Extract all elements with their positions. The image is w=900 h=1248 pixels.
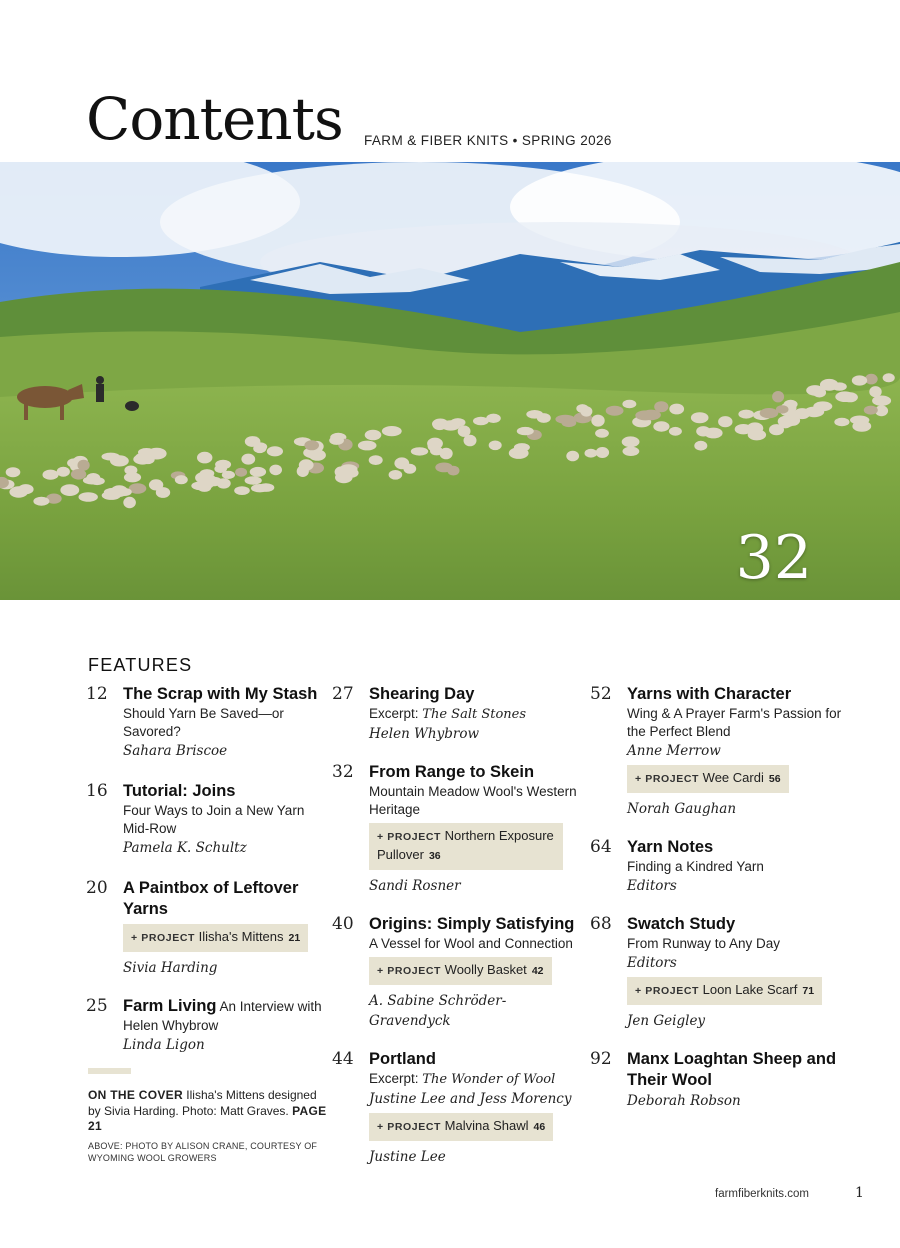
feature-title: Tutorial: Joins bbox=[123, 782, 236, 800]
feature-description: Four Ways to Join a New Yarn Mid-Row bbox=[123, 803, 305, 836]
cover-photo bbox=[0, 162, 900, 600]
features-column-1 bbox=[86, 684, 324, 1055]
cover-label: ON THE COVER bbox=[88, 1088, 183, 1102]
feature-entry[interactable] bbox=[86, 684, 324, 761]
sheep bbox=[566, 451, 579, 462]
feature-author: Sahara Briscoe bbox=[123, 743, 228, 759]
sheep bbox=[297, 465, 309, 477]
sheep bbox=[269, 465, 282, 476]
project-name: Loon Lake Scarf bbox=[702, 982, 798, 997]
project-tag: + PROJECT bbox=[377, 831, 442, 843]
sheep bbox=[403, 464, 416, 474]
sheep bbox=[458, 426, 471, 437]
feature-page-number: 64 bbox=[590, 837, 612, 857]
masthead: FARM & FIBER KNITS • SPRING 2026 bbox=[364, 133, 612, 148]
sheep bbox=[123, 497, 136, 508]
sheep bbox=[622, 400, 636, 408]
feature-entry[interactable] bbox=[332, 762, 582, 896]
sheep bbox=[669, 427, 682, 436]
feature-description: Should Yarn Be Saved—or Savored? bbox=[123, 706, 284, 739]
cover-text: Ilisha's Mittens designed by Sivia Harding. Photo: Matt Graves. bbox=[88, 1088, 317, 1118]
project-tag: + PROJECT bbox=[377, 965, 442, 977]
sheep bbox=[382, 426, 402, 436]
feature-page-number: 52 bbox=[590, 684, 612, 704]
project-tag: + PROJECT bbox=[377, 1121, 442, 1133]
sheep bbox=[813, 401, 832, 411]
sheep bbox=[6, 467, 21, 477]
project-badge[interactable] bbox=[369, 1113, 553, 1141]
sheep bbox=[309, 449, 326, 460]
feature-author: Editors bbox=[627, 878, 677, 894]
sheep bbox=[772, 391, 784, 402]
sheep bbox=[235, 468, 247, 477]
sheep bbox=[79, 492, 98, 502]
feature-entry[interactable] bbox=[332, 684, 582, 744]
sheep bbox=[585, 449, 598, 458]
sheep bbox=[760, 408, 779, 418]
cover-page-link[interactable]: PAGE 21 bbox=[88, 1103, 327, 1133]
feature-page-number: 20 bbox=[86, 878, 108, 898]
project-name: Northern Exposure Pullover bbox=[377, 828, 554, 862]
feature-entry[interactable] bbox=[86, 878, 324, 978]
feature-page-number: 68 bbox=[590, 914, 612, 934]
feature-title: Portland bbox=[369, 1050, 436, 1068]
sheep bbox=[835, 391, 854, 402]
project-badge[interactable] bbox=[369, 957, 552, 985]
feature-page-number: 12 bbox=[86, 684, 108, 704]
sheep bbox=[526, 410, 543, 419]
footer-page-number: 1 bbox=[855, 1185, 864, 1201]
feature-page-number: 92 bbox=[590, 1049, 612, 1069]
feature-author: Pamela K. Schultz bbox=[123, 840, 247, 856]
sheep bbox=[691, 412, 709, 423]
on-the-cover bbox=[88, 1088, 328, 1135]
feature-description: From Runway to Any Day bbox=[627, 936, 781, 951]
sheep bbox=[738, 410, 754, 419]
feature-title: Origins: Simply Satisfying bbox=[369, 915, 575, 933]
photo-credit: ABOVE: PHOTO BY ALISON CRANE, COURTESY OF WYOMING WOOL GROWERS bbox=[88, 1141, 318, 1163]
feature-entry[interactable] bbox=[86, 996, 324, 1055]
sheep bbox=[358, 441, 377, 451]
sheep bbox=[222, 471, 235, 479]
sheep bbox=[748, 429, 766, 440]
project-author: Justine Lee bbox=[369, 1149, 446, 1165]
sheep bbox=[669, 404, 684, 415]
sheep bbox=[175, 475, 188, 484]
project-author: Jen Geigley bbox=[627, 1013, 706, 1029]
excerpt-title: The Salt Stones bbox=[422, 707, 527, 722]
sheep bbox=[864, 406, 878, 415]
sheep bbox=[18, 484, 34, 494]
sheep bbox=[245, 476, 262, 484]
feature-author: A. Sabine Schröder-Gravendyck bbox=[369, 993, 507, 1029]
feature-description: Wing & A Prayer Farm's Passion for the Perfect Blend bbox=[627, 706, 842, 739]
sheep bbox=[606, 406, 624, 416]
sheep bbox=[241, 454, 255, 465]
feature-page-number: 40 bbox=[332, 914, 354, 934]
feature-title: The Scrap with My Stash bbox=[123, 685, 318, 703]
sheep bbox=[156, 487, 170, 498]
project-page: 71 bbox=[802, 985, 815, 997]
feature-title: Yarns with Character bbox=[627, 685, 792, 703]
feature-description: A Vessel for Wool and Connection bbox=[369, 936, 573, 951]
features-column-2 bbox=[332, 684, 582, 1167]
sheep bbox=[555, 415, 575, 424]
excerpt-title: The Wonder of Wool bbox=[422, 1072, 556, 1087]
feature-title: Yarn Notes bbox=[627, 838, 714, 856]
sheep bbox=[653, 421, 669, 431]
feature-entry[interactable] bbox=[86, 781, 324, 858]
sheep bbox=[473, 417, 489, 426]
feature-title: A Paintbox of Leftover Yarns bbox=[123, 879, 299, 918]
project-badge[interactable] bbox=[627, 977, 822, 1005]
sheep bbox=[517, 427, 534, 435]
sheep bbox=[197, 452, 212, 464]
feature-description: Mountain Meadow Wool's Western Heritage bbox=[369, 784, 577, 817]
sheep bbox=[794, 408, 810, 419]
sheep bbox=[427, 438, 443, 450]
project-badge[interactable] bbox=[369, 823, 563, 870]
sheep bbox=[883, 373, 895, 382]
project-page: 56 bbox=[768, 773, 781, 785]
excerpt-label: Excerpt: bbox=[369, 706, 419, 721]
feature-title: Farm Living bbox=[123, 997, 217, 1015]
sheep bbox=[623, 447, 640, 456]
features-column-3 bbox=[590, 684, 852, 1111]
sheep bbox=[78, 460, 90, 471]
feature-entry[interactable] bbox=[590, 914, 852, 1031]
sheep bbox=[250, 467, 266, 477]
sheep bbox=[33, 497, 49, 506]
project-author: Norah Gaughan bbox=[627, 801, 737, 817]
sheep bbox=[133, 454, 152, 465]
sheep bbox=[704, 428, 722, 439]
sheep bbox=[769, 424, 784, 435]
feature-author: Sandi Rosner bbox=[369, 878, 461, 894]
project-page: 42 bbox=[531, 965, 544, 977]
sheep bbox=[509, 447, 529, 459]
sheep bbox=[43, 470, 59, 480]
sheep bbox=[234, 486, 250, 495]
feature-entry[interactable] bbox=[590, 837, 852, 896]
feature-entry[interactable] bbox=[590, 1049, 852, 1111]
sheep bbox=[580, 406, 592, 416]
sheep bbox=[440, 448, 453, 460]
sheep bbox=[834, 418, 849, 426]
sheep bbox=[102, 453, 120, 461]
sheep bbox=[591, 415, 604, 427]
sheep bbox=[622, 436, 640, 447]
sheep bbox=[205, 477, 222, 487]
feature-description: An Interview with Helen Whybrow bbox=[123, 999, 322, 1033]
feature-page-number: 44 bbox=[332, 1049, 354, 1069]
project-name: Wee Cardi bbox=[702, 770, 764, 785]
feature-entry[interactable] bbox=[590, 684, 852, 819]
sheep bbox=[329, 436, 344, 445]
feature-entry[interactable] bbox=[332, 914, 582, 1031]
feature-author: Deborah Robson bbox=[627, 1093, 741, 1109]
feature-page-number: 16 bbox=[86, 781, 108, 801]
project-name: Ilisha's Mittens bbox=[198, 929, 284, 944]
cover-divider bbox=[88, 1068, 131, 1074]
feature-author: Editors bbox=[627, 955, 677, 971]
sheep bbox=[432, 419, 449, 430]
project-name: Woolly Basket bbox=[444, 962, 527, 977]
feature-page-number: 25 bbox=[86, 996, 108, 1016]
feature-page-number: 32 bbox=[332, 762, 354, 782]
project-name: Malvina Shawl bbox=[444, 1118, 529, 1133]
footer-url[interactable]: farmfiberknits.com bbox=[715, 1188, 809, 1200]
feature-title: Swatch Study bbox=[627, 915, 736, 933]
project-badge[interactable] bbox=[123, 924, 308, 952]
project-tag: + PROJECT bbox=[131, 932, 196, 944]
sheep bbox=[369, 455, 383, 465]
feature-title: Manx Loaghtan Sheep and Their Wool bbox=[627, 1050, 837, 1089]
page-title: Contents bbox=[86, 85, 343, 153]
project-tag: + PROJECT bbox=[635, 985, 700, 997]
sheep bbox=[635, 410, 655, 420]
sheep bbox=[595, 429, 609, 438]
feature-description: Finding a Kindred Yarn bbox=[627, 859, 764, 874]
feature-title: From Range to Skein bbox=[369, 763, 535, 781]
sheep bbox=[124, 472, 141, 482]
sheep bbox=[57, 467, 70, 477]
project-tag: + PROJECT bbox=[635, 773, 700, 785]
photo-page-number: 32 bbox=[735, 523, 812, 593]
feature-author: Linda Ligon bbox=[123, 1037, 205, 1053]
sheep bbox=[850, 416, 869, 425]
feature-title: Shearing Day bbox=[369, 685, 475, 703]
project-page: 21 bbox=[288, 932, 301, 944]
sheep bbox=[852, 375, 867, 385]
sheep bbox=[596, 447, 609, 458]
sheep bbox=[365, 430, 382, 441]
sheep bbox=[694, 441, 707, 451]
sheep bbox=[489, 441, 502, 451]
feature-author: Justine Lee and Jess Morency bbox=[369, 1091, 572, 1107]
feature-page-number: 27 bbox=[332, 684, 354, 704]
project-page: 36 bbox=[428, 850, 441, 862]
project-page: 46 bbox=[533, 1121, 546, 1133]
excerpt-label: Excerpt: bbox=[369, 1071, 419, 1086]
sheep bbox=[267, 446, 283, 456]
sheep bbox=[253, 444, 266, 453]
sheep bbox=[335, 466, 348, 477]
sheep bbox=[447, 466, 459, 476]
sheep bbox=[806, 385, 824, 396]
sheep bbox=[411, 447, 428, 455]
feature-author: Anne Merrow bbox=[627, 743, 721, 759]
sheep bbox=[389, 470, 403, 480]
sheep bbox=[718, 416, 732, 427]
feature-author: Sivia Harding bbox=[123, 960, 218, 976]
feature-entry[interactable] bbox=[332, 1049, 582, 1167]
sheep bbox=[304, 440, 319, 450]
sheep bbox=[60, 484, 79, 496]
project-badge[interactable] bbox=[627, 765, 789, 793]
feature-author: Helen Whybrow bbox=[369, 726, 480, 742]
sheep bbox=[869, 386, 881, 397]
sheep bbox=[117, 488, 132, 496]
sheep bbox=[251, 484, 269, 492]
sheep bbox=[83, 476, 101, 484]
features-heading: FEATURES bbox=[88, 655, 193, 675]
